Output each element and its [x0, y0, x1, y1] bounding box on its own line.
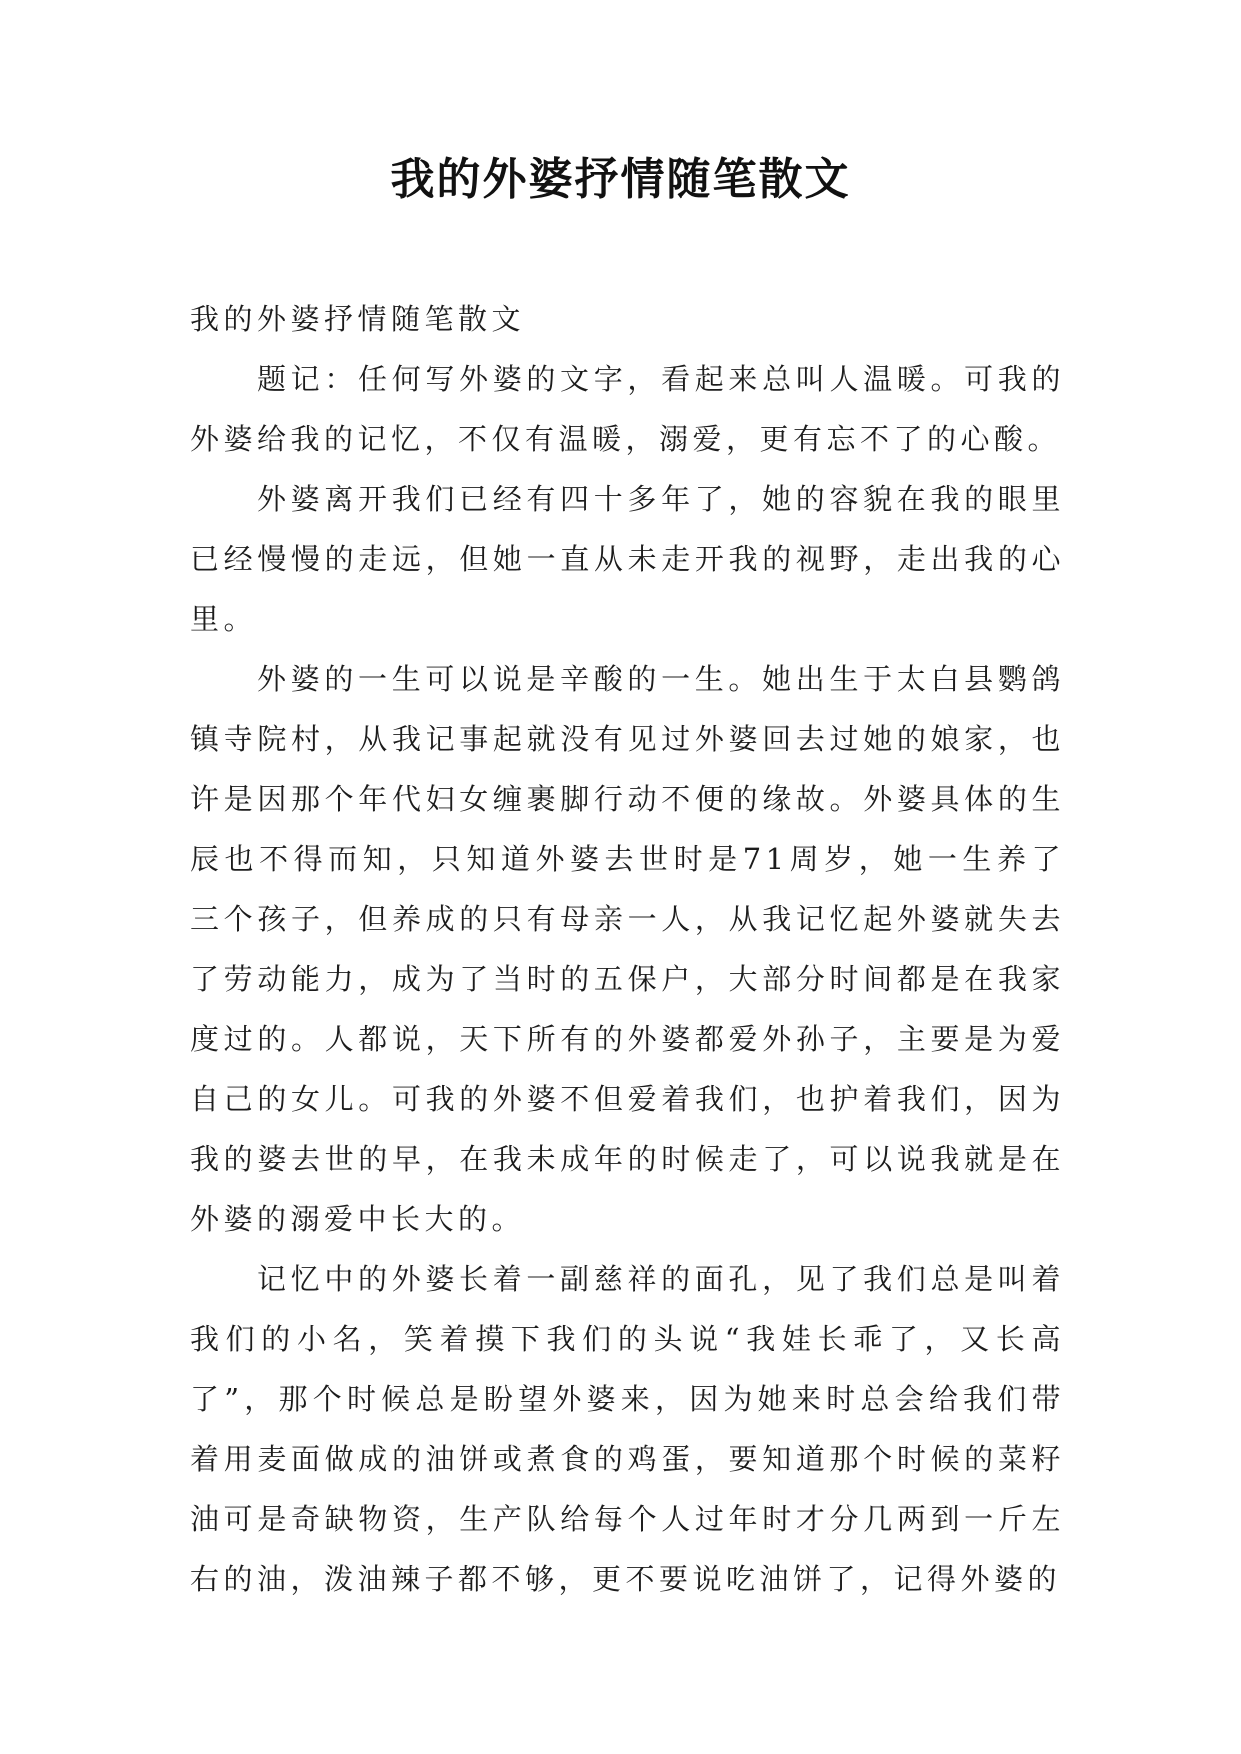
paragraph-memory: 外婆离开我们已经有四十多年了，她的容貌在我的眼里已经慢慢的走远，但她一直从未走开我的视野，走出我的心里。	[190, 482, 1065, 636]
paragraph-life: 外婆的一生可以说是辛酸的一生。她出生于太白县鹦鸽镇寺院村，从我记事起就没有见过外婆回去过她的娘家，也许是因那个年代妇女缠裹脚行动不便的缘故。外婆具体的生辰也不得而知，只知道外婆去世时是71周岁，她一生养了三个孩子，但养成的只有母亲一人，从我记忆起外婆就失去了劳动能力，成为了当时的五保户，大部分时间都是在我家度过的。人都说，天下所有的外婆都爱外孙子，主要是为爱自己的女儿。可我的外婆不但爱着我们，也护着我们，因为我的婆去世的早，在我未成年的时候走了，可以说我就是在外婆的溺爱中长大的。	[190, 662, 1065, 1236]
document-body	[190, 289, 1065, 1609]
paragraph-epigraph: 题记：任何写外婆的文字，看起来总叫人温暖。可我的外婆给我的记忆，不仅有温暖，溺爱，更有忘不了的心酸。	[190, 362, 1065, 456]
paragraph-recollection: 记忆中的外婆长着一副慈祥的面孔，见了我们总是叫着我们的小名，笑着摸下我们的头说“我娃长乖了，又长高了”，那个时候总是盼望外婆来，因为她来时总会给我们带着用麦面做成的油饼或煮食的鸡蛋，要知道那个时候的菜籽油可是奇缺物资，生产队给每个人过年时才分几两到一斤左右的油，泼油辣子都不够，更不要说吃油饼了，记得外婆的	[190, 1262, 1065, 1596]
document-subtitle: 我的外婆抒情随笔散文	[190, 302, 526, 336]
document-title: 我的外婆抒情随笔散文	[390, 154, 851, 205]
